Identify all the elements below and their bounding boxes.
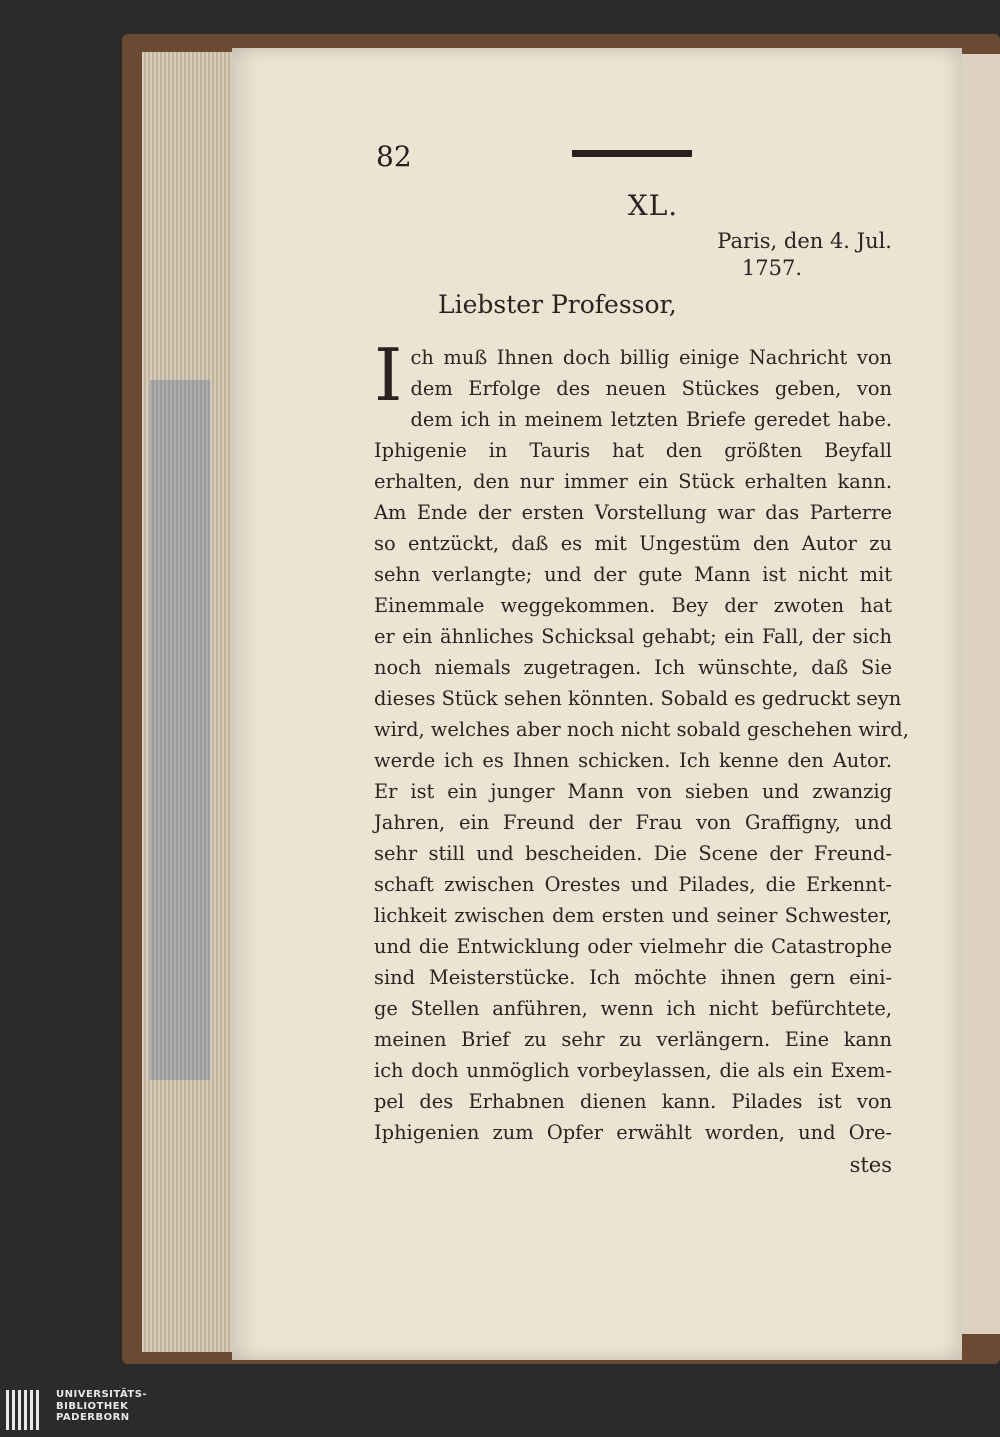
text-line: Einemmale weggekommen. Bey der zwoten hat: [374, 594, 892, 617]
text-line: Iphigenien zum Opfer erwählt worden, und Ore-: [374, 1121, 892, 1144]
facing-page-edge: [962, 54, 1000, 1334]
text-line: und die Entwicklung oder vielmehr die Catastrophe: [374, 935, 892, 958]
logo-line: UNIVERSITÄTS-: [56, 1389, 148, 1400]
page-edge-stain: [150, 380, 210, 1080]
text-line: pel des Erhabnen dienen kann. Pilades ist von: [374, 1090, 892, 1113]
text-line: dem ich in meinem letzten Briefe geredet habe.: [410, 408, 892, 431]
text-line: dieses Stück sehen könnten. Sobald es gedruckt seyn: [374, 687, 902, 710]
page-number: 82: [376, 140, 412, 173]
logo-line: PADERBORN: [56, 1412, 130, 1423]
library-logo: [0, 1386, 200, 1436]
text-line: er ein ähnliches Schicksal gehabt; ein Fall, der sich: [374, 625, 892, 648]
text-line: erhalten, den nur immer ein Stück erhalten kann.: [374, 470, 892, 493]
text-line: sind Meisterstücke. Ich möchte ihnen gern eini-: [374, 966, 892, 989]
library-logo-icon: [6, 1390, 46, 1430]
text-line: Am Ende der ersten Vorstellung war das Parterre: [374, 501, 892, 524]
logo-line: BIBLIOTHEK: [56, 1400, 129, 1412]
text-line: ich doch unmöglich vorbeylassen, die als ein Exem-: [374, 1059, 892, 1082]
text-line: Jahren, ein Freund der Frau von Graffigny, und: [374, 811, 892, 834]
text-line: ge Stellen anführen, wenn ich nicht befürchtete,: [374, 997, 892, 1020]
letter-body: [374, 333, 909, 1148]
text-line: Er ist ein junger Mann von sieben und zwanzig: [374, 780, 892, 803]
text-line: Iphigenie in Tauris hat den größten Beyfall: [374, 439, 892, 462]
text-line: meinen Brief zu sehr zu verlängern. Eine kann: [374, 1028, 892, 1051]
text-line: so entzückt, daß es mit Ungestüm den Autor zu: [374, 532, 892, 555]
drop-initial: I: [374, 333, 403, 417]
text-line: lichkeit zwischen dem ersten und seiner Schwester,: [374, 904, 892, 927]
letter-dateline: Paris, den 4. Jul.: [717, 229, 892, 253]
text-line: dem Erfolge des neuen Stückes geben, von: [410, 377, 892, 400]
text-line: schaft zwischen Orestes und Pilades, die Erkennt-: [374, 873, 892, 896]
text-line: werde ich es Ihnen schicken. Ich kenne den Autor.: [374, 749, 892, 772]
text-line: ch muß Ihnen doch billig einige Nachricht von: [410, 346, 892, 369]
letter-year: 1757.: [741, 256, 802, 280]
letter-salutation: Liebster Professor,: [438, 290, 677, 319]
text-line: wird, welches aber noch nicht sobald geschehen wird,: [374, 718, 909, 741]
chapter-title: XL.: [627, 189, 679, 222]
page-content: [374, 186, 909, 1180]
text-line: sehn verlangte; und der gute Mann ist nicht mit: [374, 563, 892, 586]
library-logo-text: [56, 1389, 147, 1424]
text-line: sehr still und bescheiden. Die Scene der Freund-: [374, 842, 892, 865]
text-line: noch niemals zugetragen. Ich wünschte, daß Sie: [374, 656, 892, 679]
header-rule: [572, 150, 692, 157]
catchword: stes: [849, 1153, 892, 1177]
